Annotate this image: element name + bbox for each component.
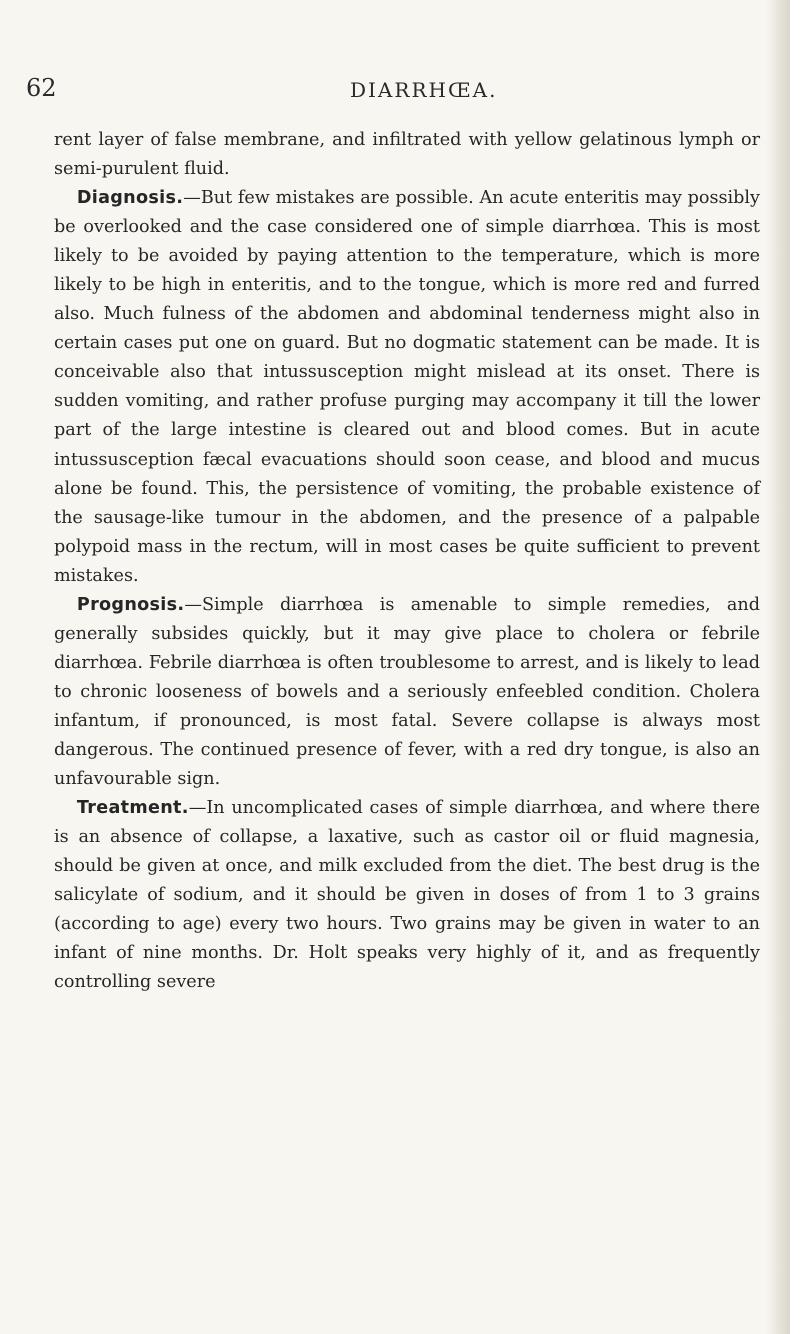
paragraph-text: rent layer of false membrane, and infiltrated with yellow gelatinous lymph or semi-purulent fluid. (54, 130, 760, 180)
running-title: DIARRHŒA. (350, 78, 498, 102)
paragraph-text: —Simple diarrhœa is amenable to simple remedies, and generally subsides quickly, but it may give place to cholera or febrile diarrhœa. Febrile diarrhœa is often troublesome to arrest, and is likely to lead to chronic looseness of bowels and a seriously enfeebled condition. Cholera infantum, if pronounced, is most fatal. Severe collapse is always most dangerous. The continued presence of fever, with a red dry tongue, is also an unfavourable sign. (54, 594, 760, 790)
paragraph-prognosis (54, 591, 760, 794)
paragraph-diagnosis (54, 184, 760, 591)
body-text (54, 126, 760, 997)
paragraph-text: —But few mistakes are possible. An acute enteritis may possibly be overlooked and the case considered one of simple diarrhœa. This is most likely to be avoided by paying attention to the temperature, which is more likely to be high in enteritis, and to the tongue, which is more red and furred also. Much fulness of the abdomen and abdominal tenderness might also in certain cases put one on guard. But no dogmatic statement can be made. It is conceivable also that intussusception might mislead at its onset. There is sudden vomiting, and rather profuse purging may accompany it till the lower part of the large intestine is cleared out and blood comes. But in acute intussusception fæcal evacuations should soon cease, and blood and mucus alone be found. This, the persistence of vomiting, the probable existence of the sausage-like tumour in the abdomen, and the presence of a palpable polypoid mass in the rectum, will in most cases be quite sufficient to prevent mistakes. (54, 188, 760, 586)
page-header (0, 74, 790, 110)
paragraph-continuation (54, 126, 760, 184)
paragraph-text: —In uncomplicated cases of simple diarrhœa, and where there is an absence of collapse, a laxative, such as castor oil or fluid magnesia, should be given at once, and milk excluded from the diet. The best drug is the salicylate of sodium, and it should be given in doses of from 1 to 3 grains (according to age) every two hours. Two grains may be given in water to an infant of nine months. Dr. Holt speaks very highly of it, and as frequently controlling severe (54, 798, 760, 993)
section-heading-diagnosis: Diagnosis. (76, 188, 184, 209)
section-heading-prognosis: Prognosis. (76, 594, 185, 615)
section-heading-treatment: Treatment. (76, 798, 189, 819)
page-number: 62 (26, 74, 57, 102)
page-edge-shadow (766, 0, 790, 1334)
paragraph-treatment (54, 794, 760, 997)
